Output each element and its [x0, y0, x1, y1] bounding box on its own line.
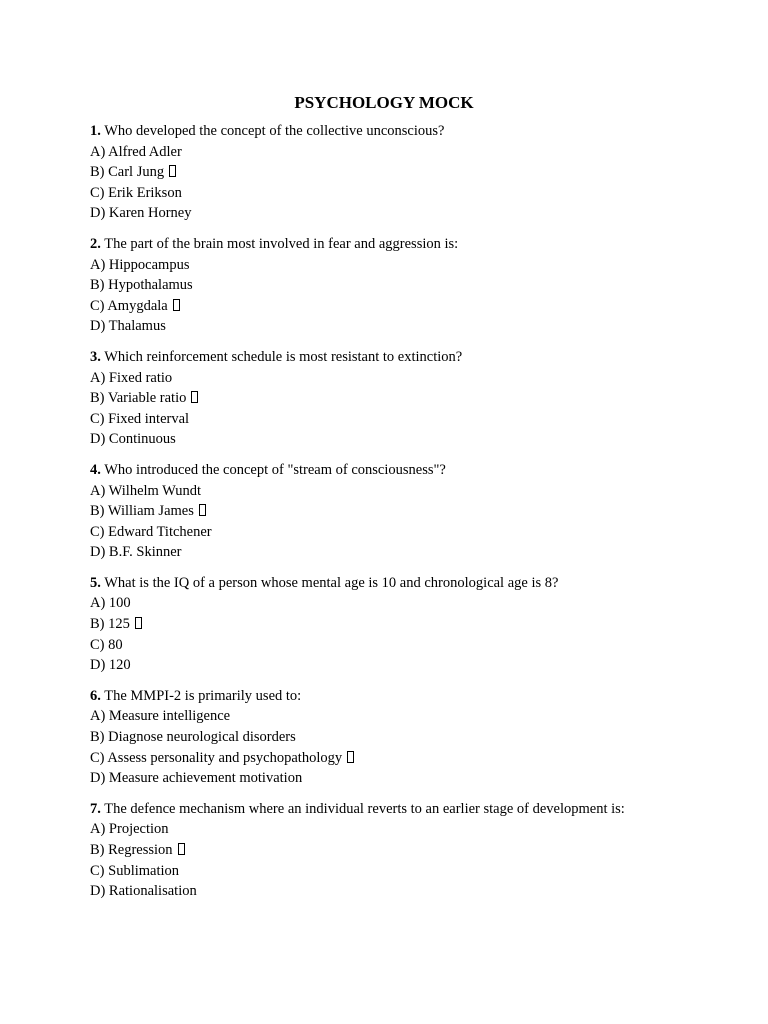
correct-answer-marker-icon — [199, 504, 206, 516]
question-text-line — [90, 573, 710, 594]
answer-option — [90, 162, 710, 183]
answer-option — [90, 409, 710, 430]
question-text: Who introduced the concept of "stream of consciousness"? — [104, 461, 446, 478]
question-text-line — [90, 347, 710, 368]
question-block — [90, 799, 710, 902]
answer-option-text: A) 100 — [90, 595, 131, 612]
answer-option — [90, 388, 710, 409]
answer-option-text: B) Diagnose neurological disorders — [90, 729, 296, 746]
answer-option-text: A) Alfred Adler — [90, 143, 182, 160]
answer-option — [90, 296, 710, 317]
answer-option — [90, 255, 710, 276]
correct-answer-marker-icon — [191, 391, 198, 403]
answer-option — [90, 542, 710, 563]
question-number: 3. — [90, 348, 101, 365]
correct-answer-marker-icon — [347, 751, 354, 763]
question-number: 1. — [90, 123, 101, 139]
question-number: 6. — [90, 687, 101, 704]
answer-option — [90, 727, 710, 748]
answer-option-text: C) Amygdala — [90, 297, 168, 314]
question-number: 4. — [90, 461, 101, 478]
answer-option — [90, 142, 710, 163]
answer-option — [90, 840, 710, 861]
question-block — [90, 121, 710, 224]
document-title: PSYCHOLOGY MOCK — [294, 93, 474, 112]
question-block — [90, 573, 710, 676]
question-text: Which reinforcement schedule is most resistant to extinction? — [104, 348, 463, 365]
question-block — [90, 686, 710, 789]
answer-option-text: C) Fixed interval — [90, 410, 190, 427]
answer-option — [90, 768, 710, 789]
answer-option-text: B) Carl Jung — [90, 164, 165, 181]
answer-option — [90, 655, 710, 676]
question-text: The defence mechanism where an individual reverts to an earlier stage of development is: — [104, 800, 625, 817]
answer-option-text: B) Variable ratio — [90, 390, 187, 407]
answer-option-text: C) Edward Titchener — [90, 523, 212, 540]
answer-option — [90, 481, 710, 502]
question-number: 5. — [90, 574, 101, 591]
answer-option-text: C) Assess personality and psychopathology — [90, 749, 343, 766]
answer-option-text: B) Regression — [90, 842, 173, 858]
question-block — [90, 460, 710, 563]
answer-option — [90, 748, 710, 769]
answer-option-text: A) Measure intelligence — [90, 708, 231, 725]
answer-option — [90, 614, 710, 635]
answer-option-text: A) Projection — [90, 821, 169, 838]
answer-option — [90, 368, 710, 389]
answer-option-text: B) Hypothalamus — [90, 277, 193, 294]
answer-option-text: C) 80 — [90, 636, 123, 653]
correct-answer-marker-icon — [135, 617, 142, 629]
question-block — [90, 347, 710, 450]
question-text: The MMPI-2 is primarily used to: — [104, 687, 302, 704]
answer-option-text: A) Wilhelm Wundt — [90, 482, 202, 499]
answer-option-text: A) Fixed ratio — [90, 369, 173, 386]
answer-option — [90, 522, 710, 543]
question-text-line — [90, 460, 710, 481]
answer-option — [90, 429, 710, 450]
answer-option — [90, 203, 710, 224]
correct-answer-marker-icon — [178, 843, 185, 855]
answer-option-text: D) Rationalisation — [90, 883, 197, 900]
answer-option-text: B) 125 — [90, 616, 130, 633]
answer-option — [90, 183, 710, 204]
question-text: The part of the brain most involved in fear and aggression is: — [104, 235, 459, 252]
answer-option — [90, 861, 710, 882]
question-number: 2. — [90, 235, 101, 252]
question-text-line — [90, 234, 710, 255]
answer-option-text: A) Hippocampus — [90, 256, 190, 273]
answer-option — [90, 275, 710, 296]
question-text: Who developed the concept of the collective unconscious? — [104, 123, 445, 139]
answer-option — [90, 706, 710, 727]
correct-answer-marker-icon — [169, 165, 176, 177]
answer-option — [90, 501, 710, 522]
answer-option-text: D) B.F. Skinner — [90, 544, 182, 561]
answer-option — [90, 593, 710, 614]
answer-option — [90, 316, 710, 337]
answer-option-text: C) Erik Erikson — [90, 184, 182, 201]
answer-option — [90, 819, 710, 840]
question-list — [90, 121, 710, 902]
answer-option-text: C) Sublimation — [90, 862, 180, 879]
answer-option-text: D) 120 — [90, 657, 131, 674]
question-number: 7. — [90, 800, 101, 817]
question-text-line — [90, 686, 710, 707]
question-text: What is the IQ of a person whose mental age is 10 and chronological age is 8? — [104, 574, 559, 591]
answer-option-text: D) Karen Horney — [90, 205, 192, 222]
answer-option-text: D) Continuous — [90, 431, 176, 448]
correct-answer-marker-icon — [173, 299, 180, 311]
answer-option — [90, 881, 710, 902]
question-text-line — [90, 121, 710, 142]
document-body — [90, 92, 710, 912]
answer-option-text: B) William James — [90, 503, 194, 520]
question-block — [90, 234, 710, 337]
answer-option — [90, 635, 710, 656]
answer-option-text: D) Measure achievement motivation — [90, 770, 303, 787]
question-text-line — [90, 799, 710, 820]
answer-option-text: D) Thalamus — [90, 318, 166, 335]
